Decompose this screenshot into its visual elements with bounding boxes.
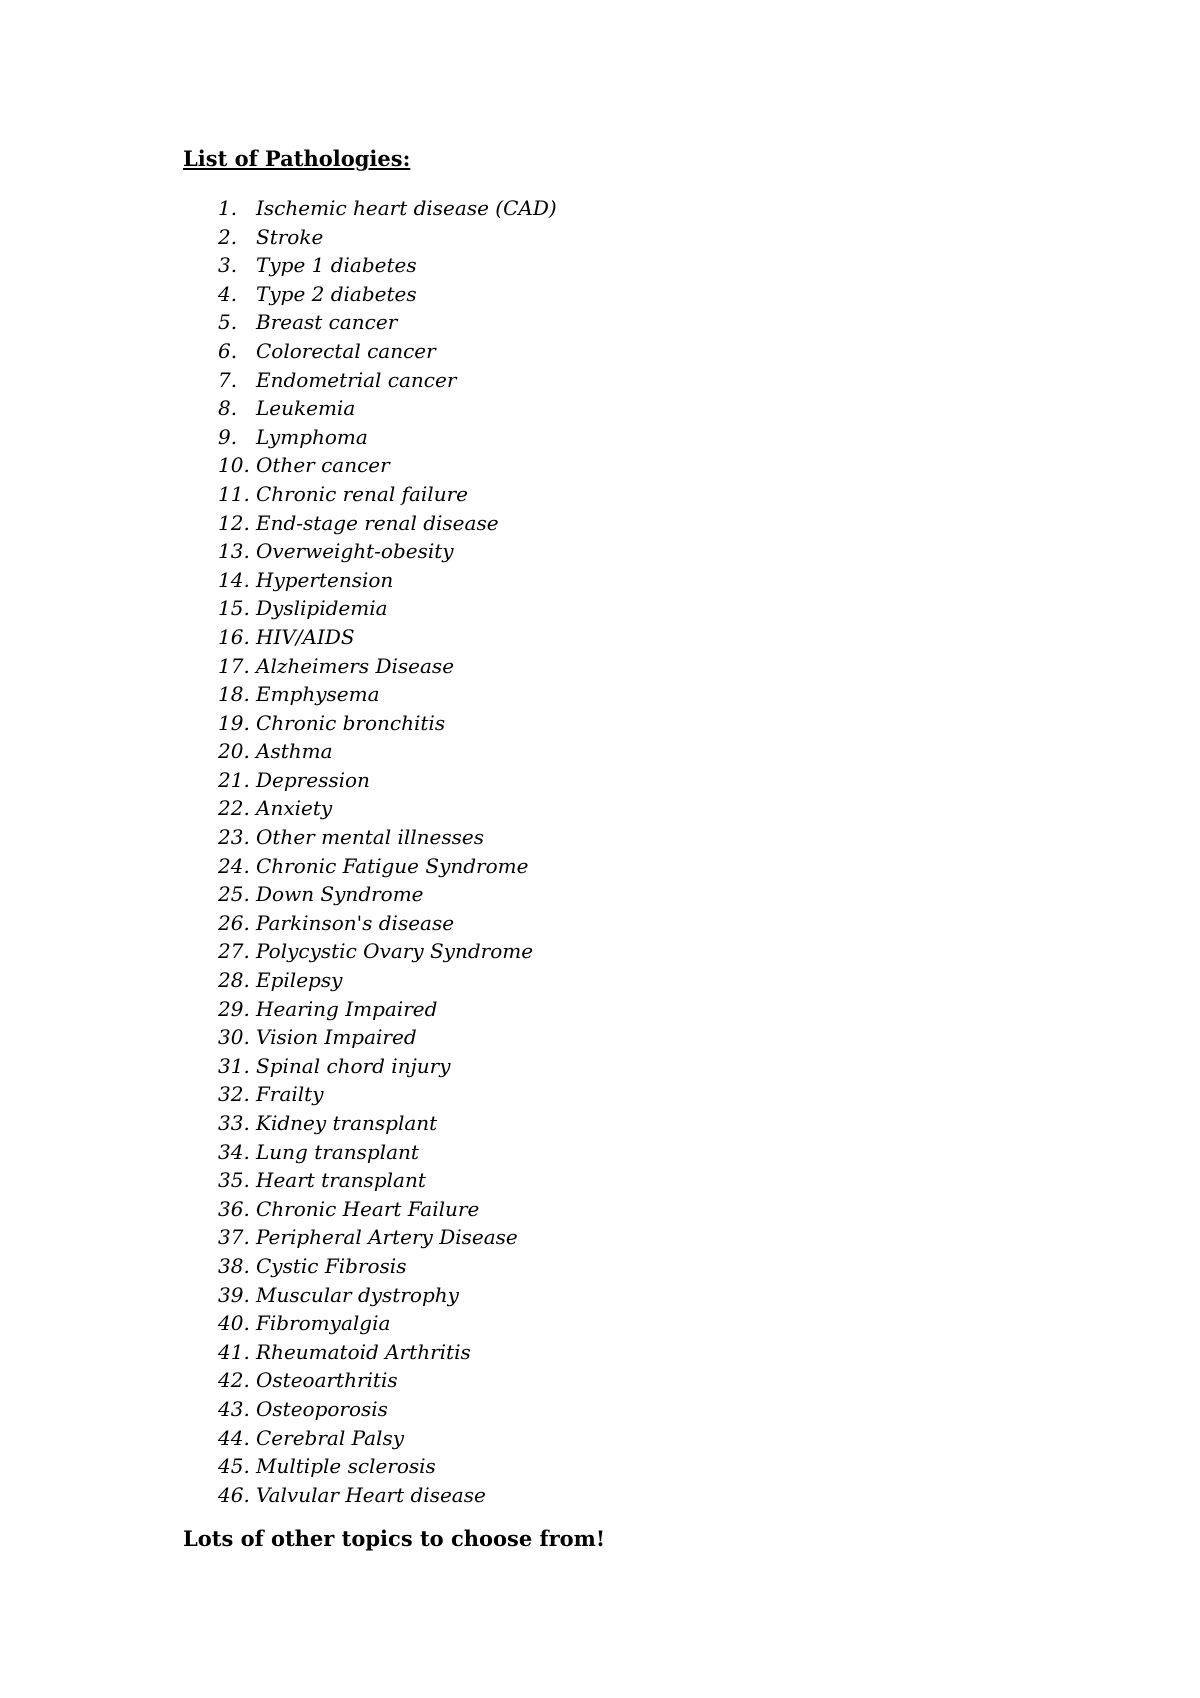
list-item-text: Overweight-obesity xyxy=(256,539,454,564)
list-item-number: 3. xyxy=(218,253,238,278)
list-item-number: 43. xyxy=(218,1396,250,1421)
list-item-number: 14. xyxy=(218,567,250,592)
list-item-number: 41. xyxy=(218,1339,250,1364)
page-title: List of Pathologies: xyxy=(183,146,411,171)
list-item-text: Frailty xyxy=(256,1082,324,1107)
list-item-number: 34. xyxy=(218,1139,250,1164)
list-item-text: Endometrial cancer xyxy=(256,367,457,392)
list-item-text: Osteoporosis xyxy=(256,1396,388,1421)
list-item-number: 17. xyxy=(218,653,250,678)
list-item-number: 33. xyxy=(218,1111,250,1135)
list-item-text: Muscular dystrophy xyxy=(256,1282,459,1307)
list-item-text: Cystic Fibrosis xyxy=(256,1253,407,1278)
list-item-number: 45. xyxy=(218,1454,250,1479)
list-item-text: Stroke xyxy=(256,224,324,249)
list-item-text: Lung transplant xyxy=(256,1139,419,1164)
list-item-number: 30. xyxy=(218,1025,250,1050)
list-item-number: 6. xyxy=(218,338,238,363)
list-item-text: Emphysema xyxy=(256,682,380,707)
list-item-number: 5. xyxy=(218,310,238,335)
list-item-number: 9. xyxy=(218,424,238,449)
list-item-text: Chronic bronchitis xyxy=(256,710,446,735)
list-item-number: 27. xyxy=(218,939,250,964)
list-item-number: 18. xyxy=(218,682,250,707)
list-item-text: Valvular Heart disease xyxy=(256,1482,486,1507)
list-item-text: Alzheimers Disease xyxy=(256,653,455,678)
list-item-number: 37. xyxy=(218,1225,250,1250)
list-item-text: Epilepsy xyxy=(256,968,343,993)
list-item-number: 22. xyxy=(218,796,250,821)
list-item-text: Spinal chord injury xyxy=(256,1053,451,1078)
list-item-number: 2. xyxy=(218,224,238,249)
list-item-text: Type 1 diabetes xyxy=(256,253,417,278)
list-item-number: 10. xyxy=(218,453,250,478)
list-item-number: 35. xyxy=(218,1168,250,1193)
list-item-text: Cerebral Palsy xyxy=(256,1425,405,1450)
list-item-number: 11. xyxy=(218,481,250,506)
list-item-text: Osteoarthritis xyxy=(256,1368,398,1393)
list-item-number: 42. xyxy=(218,1368,250,1393)
list-item-text: Other cancer xyxy=(256,453,390,478)
list-item-text: Heart transplant xyxy=(256,1168,426,1193)
list-item-number: 21. xyxy=(218,767,250,792)
list-item-text: Vision Impaired xyxy=(256,1025,417,1050)
list-item-number: 29. xyxy=(218,996,250,1021)
list-item-number: 12. xyxy=(218,510,250,535)
list-item-number: 8. xyxy=(218,396,238,421)
list-item-text: Anxiety xyxy=(256,796,333,821)
list-item-text: Chronic Heart Failure xyxy=(256,1196,480,1221)
list-item-number: 31. xyxy=(218,1053,250,1078)
list-item-text: Lymphoma xyxy=(256,424,368,449)
list-item-number: 13. xyxy=(218,539,250,564)
list-item-text: Chronic Fatigue Syndrome xyxy=(256,853,529,878)
list-item-number: 44. xyxy=(218,1425,250,1450)
list-item-number: 24. xyxy=(218,853,250,878)
list-item-number: 36. xyxy=(218,1196,250,1221)
list-item-number: 1. xyxy=(218,196,238,220)
list-item-number: 26. xyxy=(218,910,250,935)
list-item-number: 38. xyxy=(218,1253,250,1278)
list-item-text: Polycystic Ovary Syndrome xyxy=(256,939,534,964)
list-item-text: Colorectal cancer xyxy=(256,338,436,363)
list-item-number: 4. xyxy=(218,281,238,306)
list-item-text: Depression xyxy=(256,767,370,792)
list-item-text: Breast cancer xyxy=(256,310,398,335)
list-item-text: Asthma xyxy=(256,739,333,764)
list-item-text: Peripheral Artery Disease xyxy=(256,1225,518,1250)
list-item-text: Other mental illnesses xyxy=(256,825,484,850)
list-item-text: Kidney transplant xyxy=(256,1111,438,1135)
list-item-text: Rheumatoid Arthritis xyxy=(256,1339,471,1364)
list-item-number: 16. xyxy=(218,624,250,649)
list-item-number: 28. xyxy=(218,968,250,993)
list-item-text: Hearing Impaired xyxy=(256,996,438,1021)
list-item-number: 40. xyxy=(218,1311,250,1336)
list-item-number: 23. xyxy=(218,825,250,850)
list-item-text: Chronic renal failure xyxy=(256,481,468,506)
list-item-text: End-stage renal disease xyxy=(256,510,499,535)
list-item-text: HIV/AIDS xyxy=(256,624,355,649)
list-item-text: Ischemic heart disease (CAD) xyxy=(256,196,557,220)
list-item-number: 46. xyxy=(218,1482,250,1507)
list-item-text: Down Syndrome xyxy=(256,882,424,907)
list-item-text: Parkinson's disease xyxy=(256,910,455,935)
list-item-number: 7. xyxy=(218,367,238,392)
list-item-number: 39. xyxy=(218,1282,250,1307)
list-item-text: Hypertension xyxy=(256,567,394,592)
list-item-number: 20. xyxy=(218,739,250,764)
list-item-text: Type 2 diabetes xyxy=(256,281,417,306)
footer-note: Lots of other topics to choose from! xyxy=(183,1526,606,1551)
list-item-text: Fibromyalgia xyxy=(256,1311,391,1336)
list-item-number: 25. xyxy=(218,882,250,907)
list-item-text: Leukemia xyxy=(256,396,356,421)
list-item-number: 19. xyxy=(218,710,250,735)
list-item-text: Dyslipidemia xyxy=(256,596,388,621)
list-item-number: 15. xyxy=(218,596,250,621)
list-item-text: Multiple sclerosis xyxy=(256,1454,436,1479)
list-item-number: 32. xyxy=(218,1082,250,1107)
